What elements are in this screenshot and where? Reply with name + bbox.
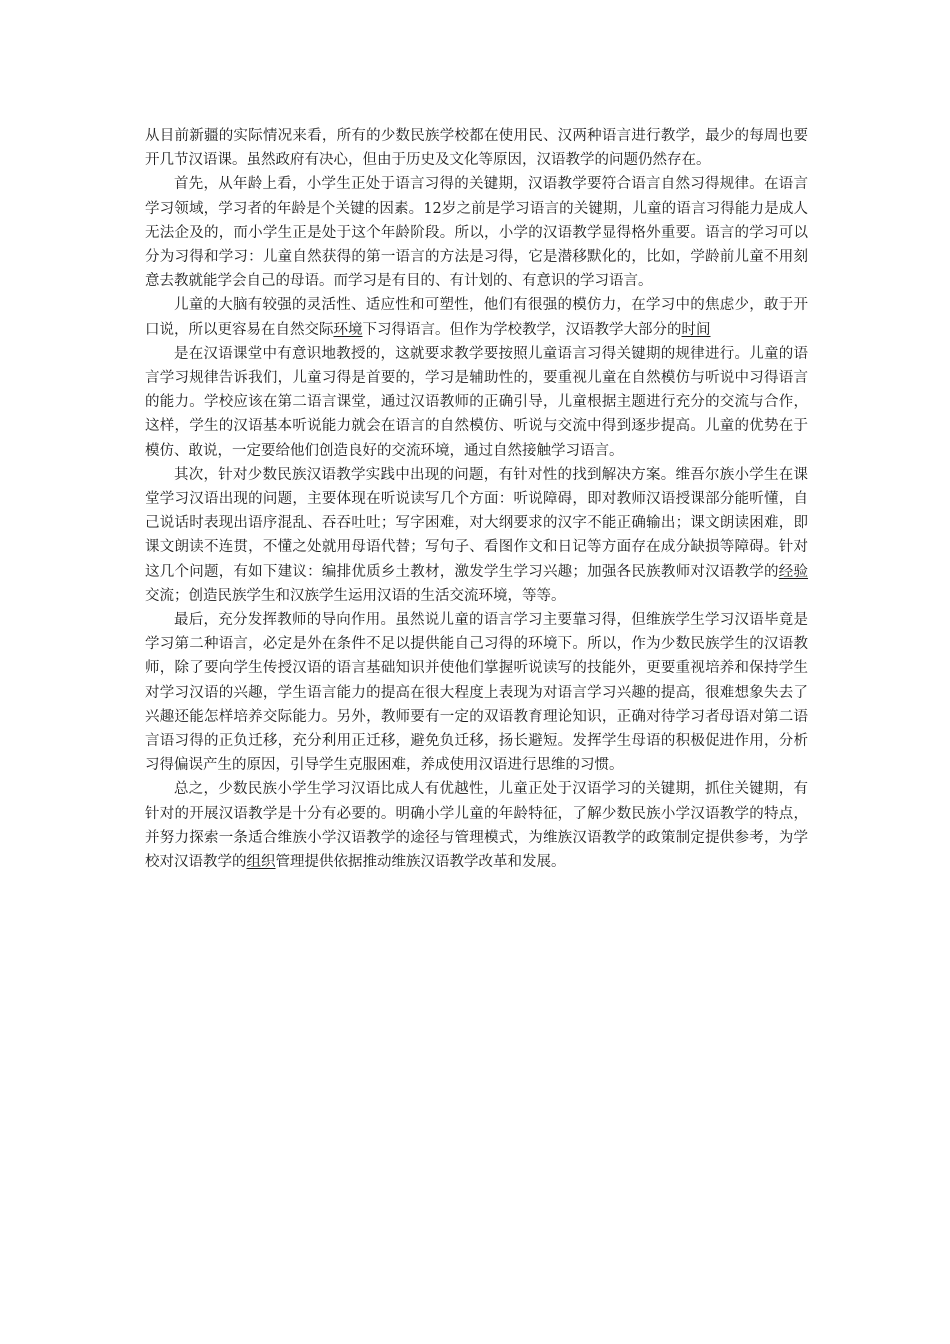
- paragraph: [145, 124, 808, 172]
- paragraph: [145, 293, 808, 341]
- paragraph-text: 从目前新疆的实际情况来看，所有的少数民族学校都在使用民、汉两种语言进行教学，最少的每周也要开几节汉语课。虽然政府有决心，但由于历史及文化等原因，汉语教学的问题仍然存在。: [145, 128, 808, 169]
- document-body: [145, 124, 808, 874]
- paragraph-text: 其次，针对少数民族汉语教学实践中出现的问题，有针对性的找到解决方案。维吾尔族小学生在课堂学习汉语出现的问题，主要体现在听说读写几个方面：听说障碍，即对教师汉语授课部分能听懂，自己说话时表现出语序混乱、吞吞吐吐；写字困难，对大纲要求的汉字不能正确输出；课文朗读困难，即课文朗读不连贯，不懂之处就用母语代替；写句子、看图作文和日记等方面存在成分缺损等障碍。针对这几个问题，有如下建议：编排优质乡土教材，激发学生学习兴趣；加强各民族教师对汉语教学的: [145, 466, 808, 580]
- paragraph-text: 儿童的大脑有较强的灵活性、适应性和可塑性，他们有很强的模仿力，在学习中的焦虑少，敢于开口说，所以更容易在自然交际: [145, 297, 808, 338]
- paragraph: [145, 342, 808, 463]
- paragraph: [145, 172, 808, 293]
- paragraph-text: 是在汉语课堂中有意识地教授的，这就要求教学要按照儿童语言习得关键期的规律进行。儿童的语言学习规律告诉我们，儿童习得是首要的，学习是辅助性的，要重视儿童在自然模仿与听说中习得语言的能力。学校应该在第二语言课堂，通过汉语教师的正确引导，儿童根据主题进行充分的交流与合作，这样，学生的汉语基本听说能力就会在语言的自然模仿、听说与交流中得到逐步提高。儿童的优势在于模仿、敢说，一定要给他们创造良好的交流环境，通过自然接触学习语言。: [145, 345, 808, 459]
- inline-link[interactable]: 经验: [778, 563, 809, 580]
- paragraph: [145, 777, 808, 874]
- paragraph: [145, 608, 808, 777]
- paragraph-text: 下习得语言。但作为学校教学，汉语教学大部分的: [362, 321, 682, 338]
- inline-link[interactable]: 环境: [333, 321, 363, 338]
- paragraph-text: 管理提供依据推动维族汉语教学改革和发展。: [275, 854, 566, 871]
- inline-link[interactable]: 时间: [681, 321, 711, 338]
- inline-link[interactable]: 组织: [246, 854, 276, 871]
- paragraph-text: 首先，从年龄上看，小学生正处于语言习得的关键期，汉语教学要符合语言自然习得规律。在语言学习领域，学习者的年龄是个关键的因素。12岁之前是学习语言的关键期，儿童的语言习得能力是成人无法企及的，而小学生正是处于这个年龄阶段。所以，小学的汉语教学显得格外重要。语言的学习可以分为习得和学习：儿童自然获得的第一语言的方法是习得，它是潜移默化的，比如，学龄前儿童不用刻意去教就能学会自己的母语。而学习是有目的、有计划的、有意识的学习语言。: [145, 176, 808, 290]
- paragraph-text: 交流；创造民族学生和汉族学生运用汉语的生活交流环境，等等。: [145, 587, 566, 604]
- paragraph: [145, 463, 808, 608]
- paragraph-text: 最后，充分发挥教师的导向作用。虽然说儿童的语言学习主要靠习得，但维族学生学习汉语毕竟是学习第二种语言，必定是外在条件不足以提供能自己习得的环境下。所以，作为少数民族学生的汉语教师，除了要向学生传授汉语的语言基础知识并使他们掌握听说读写的技能外，更要重视培养和保持学生对学习汉语的兴趣，学生语言能力的提高在很大程度上表现为对语言学习兴趣的提高，很难想象失去了兴趣还能怎样培养交际能力。另外，教师要有一定的双语教育理论知识，正确对待学习者母语对第二语言语习得的正负迁移，充分利用正迁移，避免负迁移，扬长避短。发挥学生母语的积极促进作用，分析习得偏误产生的原因，引导学生克服困难，养成使用汉语进行思维的习惯。: [145, 612, 808, 774]
- paragraph-text: 总之，少数民族小学生学习汉语比成人有优越性，儿童正处于汉语学习的关键期，抓住关键期，有针对的开展汉语教学是十分有必要的。明确小学儿童的年龄特征，了解少数民族小学汉语教学的特点，并努力探索一条适合维族小学汉语教学的途径与管理模式，为维族汉语教学的政策制定提供参考，为学校对汉语教学的: [145, 781, 808, 871]
